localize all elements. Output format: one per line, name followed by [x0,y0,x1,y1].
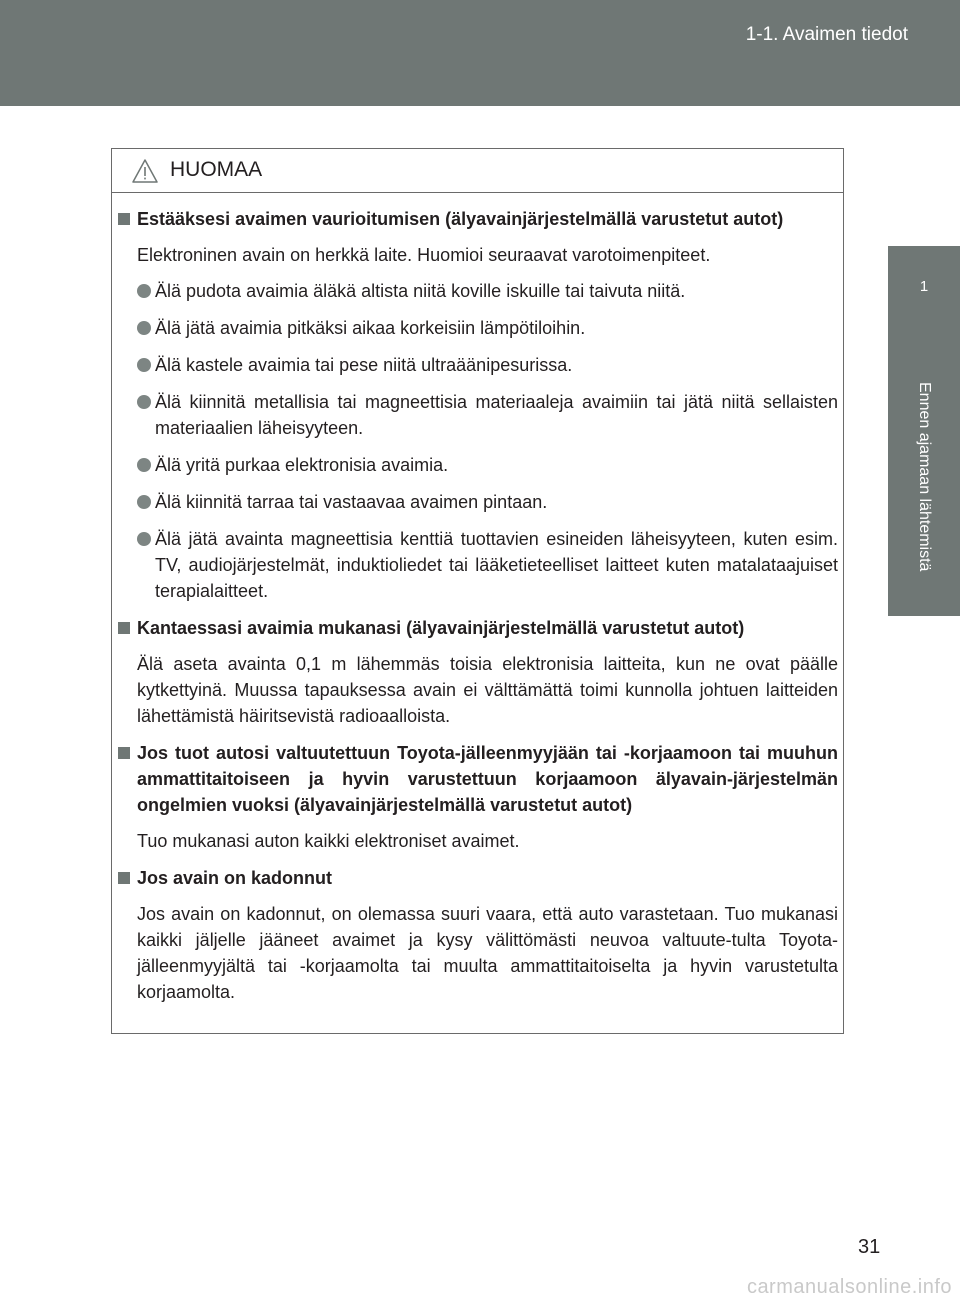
list-item [137,389,838,441]
list-item-text: Älä pudota avaimia äläkä altista niitä koville iskuille tai taivuta niitä. [155,281,686,301]
square-bullet-icon [118,213,130,225]
bullet-list [137,278,838,604]
round-bullet-icon [137,458,151,472]
notice-section [118,740,838,854]
chapter-tab [888,244,960,338]
section-heading: Jos avain on kadonnut [137,868,333,888]
list-item-text: Älä jätä avaimia pitkäksi aikaa korkeisiin lämpötiloihin. [155,318,586,338]
section-heading: Jos tuot autosi valtuutettuun Toyota-jälleenmyyjään tai -korjaamoon tai muuhun ammattitaitoiseen ja hyvin varustettuun korjaamoon älyavain-järjestelmän ongelmien vuoksi (älyavainjärjestelmällä varustetut autot) [137,743,838,815]
section-paragraph: Elektroninen avain on herkkä laite. Huomioi seuraavat varotoimenpiteet. [137,245,711,265]
chapter-strip [888,338,960,616]
notice-box [111,148,844,1034]
section-heading: Kantaessasi avaimia mukanasi (älyavainjärjestelmällä varustetut autot) [137,618,745,638]
round-bullet-icon [137,395,151,409]
list-item [137,526,838,604]
list-item-text: Älä kiinnitä metallisia tai magneettisia materiaaleja avaimiin tai jätä niitä sellaisten materiaalien läheisyyteen. [155,392,838,438]
notice-body [118,206,838,1005]
warning-triangle-icon [132,159,158,183]
notice-section [118,615,838,729]
list-item [137,489,838,515]
notice-title: HUOMAA [170,158,263,181]
round-bullet-icon [137,284,151,298]
list-item [137,278,838,304]
header-band [0,0,960,106]
square-bullet-icon [118,622,130,634]
section-paragraph: Älä aseta avainta 0,1 m lähemmäs toisia elektronisia laitteita, kun ne ovat päälle kytkettyinä. Muussa tapauksessa avain ei välttämättä toimi kunnolla johtuen laitteiden lähettämistä häiritsevistä radioaalloista. [137,654,838,726]
notice-header [112,149,843,193]
round-bullet-icon [137,321,151,335]
round-bullet-icon [137,532,151,546]
list-item [137,452,838,478]
list-item-text: Älä kastele avaimia tai pese niitä ultraäänipesurissa. [155,355,573,375]
chapter-number: 1 [919,278,929,295]
round-bullet-icon [137,495,151,509]
watermark: carmanualsonline.info [746,1276,952,1298]
list-item-text: Älä kiinnitä tarraa tai vastaavaa avaimen pintaan. [155,492,548,512]
square-bullet-icon [118,747,130,759]
round-bullet-icon [137,358,151,372]
section-paragraph: Jos avain on kadonnut, on olemassa suuri vaara, että auto varastetaan. Tuo mukanasi kaikki jäljelle jääneet avaimet ja kysy välittömästi neuvoa valtuute-tulta Toyota-jälleenmyyjältä tai -korjaamolta tai muulta ammattitaitoiselta ja hyvin varustetulta korjaamolta. [137,904,838,1002]
list-item-text: Älä yritä purkaa elektronisia avaimia. [155,455,449,475]
list-item [137,352,838,378]
section-title: 1-1. Avaimen tiedot [745,24,908,45]
chapter-label: Ennen ajamaan lähtemistä [916,382,933,572]
notice-section [118,206,838,604]
page-number: 31 [858,1236,881,1258]
list-item-text: Älä jätä avainta magneettisia kenttiä tuottavien esineiden läheisyyteen, kuten esim. TV, audiojärjestelmät, induktioliedet tai lääketieteelliset laitteet kuten matalataajuiset terapialaitteet. [155,529,838,601]
list-item [137,315,838,341]
section-heading: Estääksesi avaimen vaurioitumisen (älyavainjärjestelmällä varustetut autot) [137,209,784,229]
notice-section [118,865,838,1005]
square-bullet-icon [118,872,130,884]
section-paragraph: Tuo mukanasi auton kaikki elektroniset avaimet. [137,831,520,851]
